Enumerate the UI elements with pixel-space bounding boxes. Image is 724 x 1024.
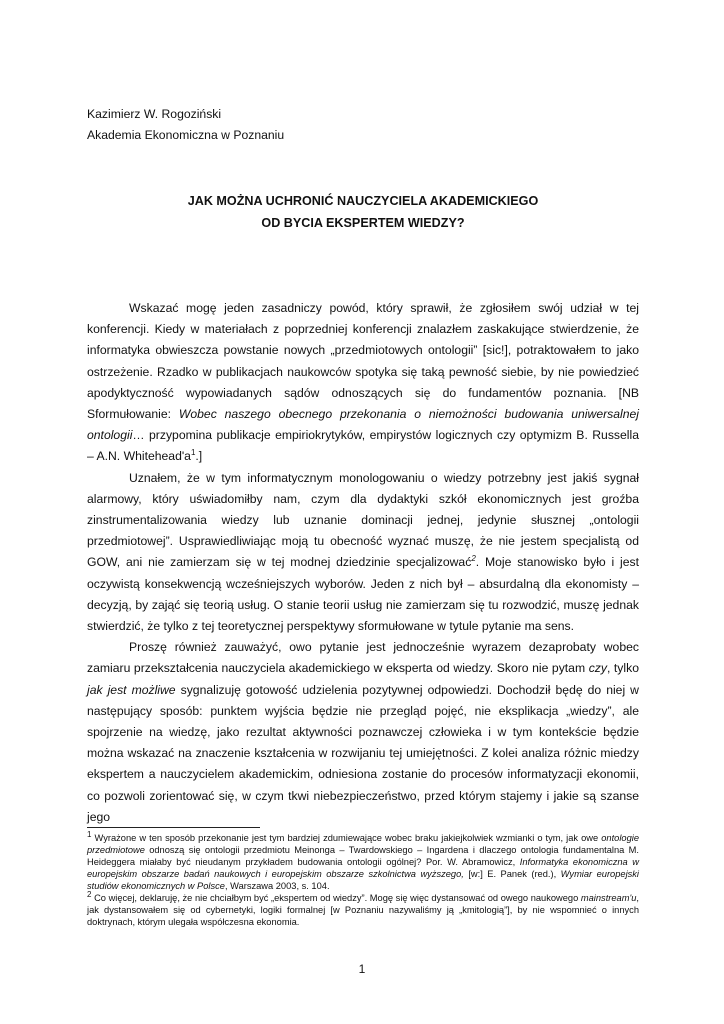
page-number: 1 [358, 962, 366, 976]
author-affiliation: Akademia Ekonomiczna w Poznaniu [87, 128, 285, 142]
footnote-2-number: 2 [87, 889, 92, 899]
paragraph-2 [87, 468, 639, 638]
p3-text-b: , tylko [606, 661, 639, 676]
fn2-text-b: , jak dystansowałem się od cybernetyki, logiki formalnej [w Poznaniu nazywaliśmy ją „kmitologią”], by nie wspomnieć o innych doktrynach, którym ulegała współczesna ekonomia. [87, 893, 639, 927]
footnote-ref-1: 1 [190, 448, 196, 458]
p2-text-a: Uznałem, że w tym informatycznym monologowaniu o wiedzy potrzebny jest jakiś sygnał alarmowy, który uświadomiłby nam, czym dla dydaktyki szkół ekonomicznych jest groźba zinstrumentalizowania wiedzy lub uznanie dominacji jednej, jedynie słusznej „ontologii przedmiotowej”. Usprawiedliwiając moją tu obecność wyznać muszę, że nie jestem specjalistą od GOW, ani nie zamierzam się w tej modnej dziedzinie specjalizować [87, 470, 639, 570]
p3-italic-2: jak jest możliwe [87, 682, 176, 697]
paragraph-1 [87, 298, 639, 468]
footnote-2 [87, 889, 639, 928]
p3-text-c: sygnalizuję gotowość udzielenia pozytywnej odpowiedzi. Dochodził będę do niej w następujący sposób: punktem wyjścia będzie nie przegląd pojęć, nie eksplikacja „wiedzy”, ale spojrzenie na wiedzę, jako rezultat aktywności poznawczej człowieka i w tym kontekście będzie można wskazać na znaczenie kształcenia w rozwijaniu tej umiejętności. Z kolei analiza różnic miedzy ekspertem a nauczycielem akademickim, odniesiona zostanie do procesów informatyzacji ekonomii, co pozwoli zorientować się, w czym tkwi niebezpieczeństwo, przed którym stajemy i jakie są szanse jego [87, 682, 639, 824]
author-block [87, 104, 284, 146]
p1-text-b: … przypomina publikacje empiriokrytyków, empirystów logicznych czy optymizm B. Russella – A.N. Whitehead'a [87, 428, 639, 464]
footnote-separator [87, 827, 260, 828]
p1-italic: Wobec naszego obecnego przekonania o niemożności budowania uniwersalnej ontologii [87, 407, 639, 443]
footnote-1-number: 1 [87, 829, 92, 839]
fn1-text-a: Wyrażone w ten sposób przekonanie jest tym bardziej zdumiewające wobec braku jakiejkolwiek wzmianki o tym, jak owe [91, 833, 602, 843]
p1-text-c: .] [195, 449, 203, 464]
fn2-italic-1: mainstream'u [580, 893, 637, 903]
fn2-text-a: Co więcej, deklaruję, że nie chciałbym być „ekspertem od wiedzy”. Mogę się więc dystansować od owego naukowego [91, 893, 581, 903]
footnote-ref-2: 2 [471, 554, 476, 564]
p2-text-b: . Moje stanowisko było i jest oczywistą konsekwencją wcześniejszych wyborów. Jeden z nich był – absurdalną dla ekonomisty – decyzją, by zająć się teorią usług. O stanie teorii usług nie zamierzam się tu rozwodzić, muszę jednak stwierdzić, że tylko z tej teoretycznej perspektywy sformułowane w tytule pytanie ma sens. [87, 555, 639, 634]
fn1-text-c: [w:] E. Panek (red.), [463, 869, 561, 879]
author-name: Kazimierz W. Rogoziński [87, 107, 222, 121]
paragraph-3 [87, 637, 639, 828]
p1-text-a: Wskazać mogę jeden zasadniczy powód, który sprawił, że zgłosiłem swój udział w tej konferencji. Kiedy w materiałach z poprzedniej konferencji znalazłem zaskakujące stwierdzenie, że informatyka obwieszcza powstanie nowych „przedmiotowych ontologii” [sic!], potraktowałem to jako ostrzeżenie. Rzadko w publikacjach naukowców spotyka się taką pewność siebie, by nie powiedzieć apodyktyczność wypowiadanych sądów odnoszących się do fundamentów poznania. [NB Sformułowanie: [87, 301, 639, 422]
title-line-1: JAK MOŻNA UCHRONIĆ NAUCZYCIELA AKADEMICKIEGO [187, 194, 539, 208]
title-line-2: OD BYCIA EKSPERTEM WIEDZY? [261, 216, 465, 230]
footnotes [87, 829, 639, 928]
fn1-italic-2: Informatyka ekonomiczna w europejskim obszarze badań naukowych i europejskim obszarze szkolnictwa wyższego, [87, 857, 639, 879]
fn1-italic-1: ontologie przedmiotowe [87, 833, 639, 855]
p3-italic-1: czy [588, 661, 607, 676]
paper-title [87, 190, 639, 234]
fn1-text-b: odnoszą się ontologii przedmiotu Meinonga – Twardowskiego – Ingardena i dlaczego ontologia fundamentalna M. Heideggera miałaby być nieudanym przykładem budowania ontologii ogólnej? Por. W. Abramowicz, [87, 845, 639, 867]
p3-text-a: Proszę również zauważyć, owo pytanie jest jednocześnie wyrazem dezaprobaty wobec zamiaru przekształcenia nauczyciela akademickiego w eksperta od wiedzy. Skoro nie pytam [87, 640, 639, 676]
footnote-1 [87, 829, 639, 892]
fn1-text-d: , Warszawa 2003, s. 104. [224, 881, 330, 891]
body-text [87, 298, 639, 828]
fn1-italic-3: Wymiar europejski studiów ekonomicznych w Polsce [87, 869, 639, 891]
